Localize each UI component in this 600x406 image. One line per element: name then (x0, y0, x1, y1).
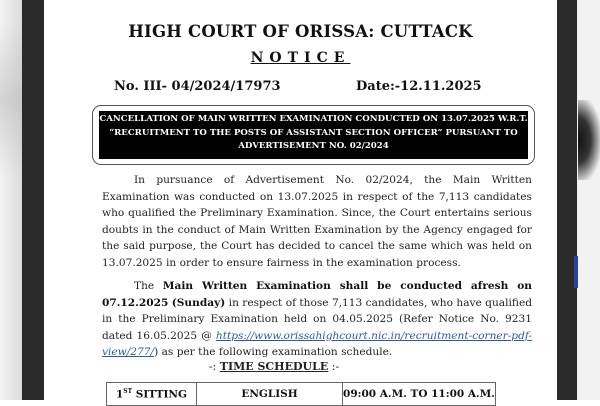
notice-heading: NOTICE (250, 50, 351, 66)
viewer-frame-right (557, 0, 577, 400)
subject-line-2: “RECRUITMENT TO THE POSTS OF ASSISTANT SECTION OFFICER” PURSUANT TO (109, 127, 518, 138)
schedule-title-prefix: -: (208, 360, 220, 373)
schedule-table (106, 382, 496, 406)
subject-line-1: CANCELLATION OF MAIN WRITTEN EXAMINATION CONDUCTED ON 13.07.2025 W.R.T. (99, 114, 528, 124)
paragraph-2-middle: in respect of those 7,113 candidates, who have qualified in the Preliminary Examination held on 04.05.2025 (Refer Notice No. 9231 dated 16.05.2025 @ (102, 296, 532, 342)
schedule-title-suffix: :- (328, 360, 340, 373)
sitting-ordinal: ST (123, 387, 133, 395)
new-exam-date-statement: Main Written Examination shall be conducted afresh on 07.12.2025 (102, 280, 532, 309)
subject-banner (99, 111, 528, 159)
sitting-number: 1 (115, 388, 124, 401)
notice-link[interactable]: https://www.orissahighcourt.nic.in/recruitment-corner-pdf-view/277/ (102, 329, 532, 359)
sitting-label: SITTING (132, 388, 187, 401)
paragraph-2-tail: ) as per the following examination schedule. (154, 346, 393, 359)
scrollbar-thumb[interactable] (574, 256, 578, 288)
viewer-frame-left (22, 0, 44, 400)
paragraph-2-lead: The (134, 280, 163, 292)
paragraph-cancellation (102, 172, 532, 272)
subject-box (92, 105, 535, 165)
exam-day: (Sunday) (171, 296, 226, 309)
subject-line-3: ADVERTISEMENT NO. 02/2024 (238, 141, 389, 151)
sitting-cell (107, 383, 197, 406)
reference-number: No. III- 04/2024/17973 (114, 79, 281, 94)
court-title: HIGH COURT OF ORISSA: CUTTACK (128, 22, 473, 41)
time-cell: 09:00 A.M. TO 11:00 A.M. (343, 383, 496, 406)
paragraph-1-text: In pursuance of Advertisement No. 02/2024, the Main Written Examination was conducted on 13.07.2025 in respect of the 7,113 candidates who qualified the Preliminary Examination. Since, the Court entertains serious doubts in the conduct of Main Written Examination by the Agency engaged for the said purpose, the Court has decided to cancel the same which was held on 13.07.2025 in order to ensure fairness in the examination process. (102, 174, 532, 269)
schedule-title (44, 360, 504, 373)
schedule-title-text: TIME SCHEDULE (219, 360, 329, 373)
paragraph-reschedule (102, 278, 532, 361)
blurred-background-object (578, 100, 600, 180)
table-row (107, 383, 496, 406)
notice-date: Date:-12.11.2025 (356, 79, 482, 94)
subject-cell: ENGLISH (197, 383, 343, 406)
background-right-edge (577, 0, 600, 400)
background-left-edge (0, 0, 22, 400)
notice-page (44, 2, 557, 400)
